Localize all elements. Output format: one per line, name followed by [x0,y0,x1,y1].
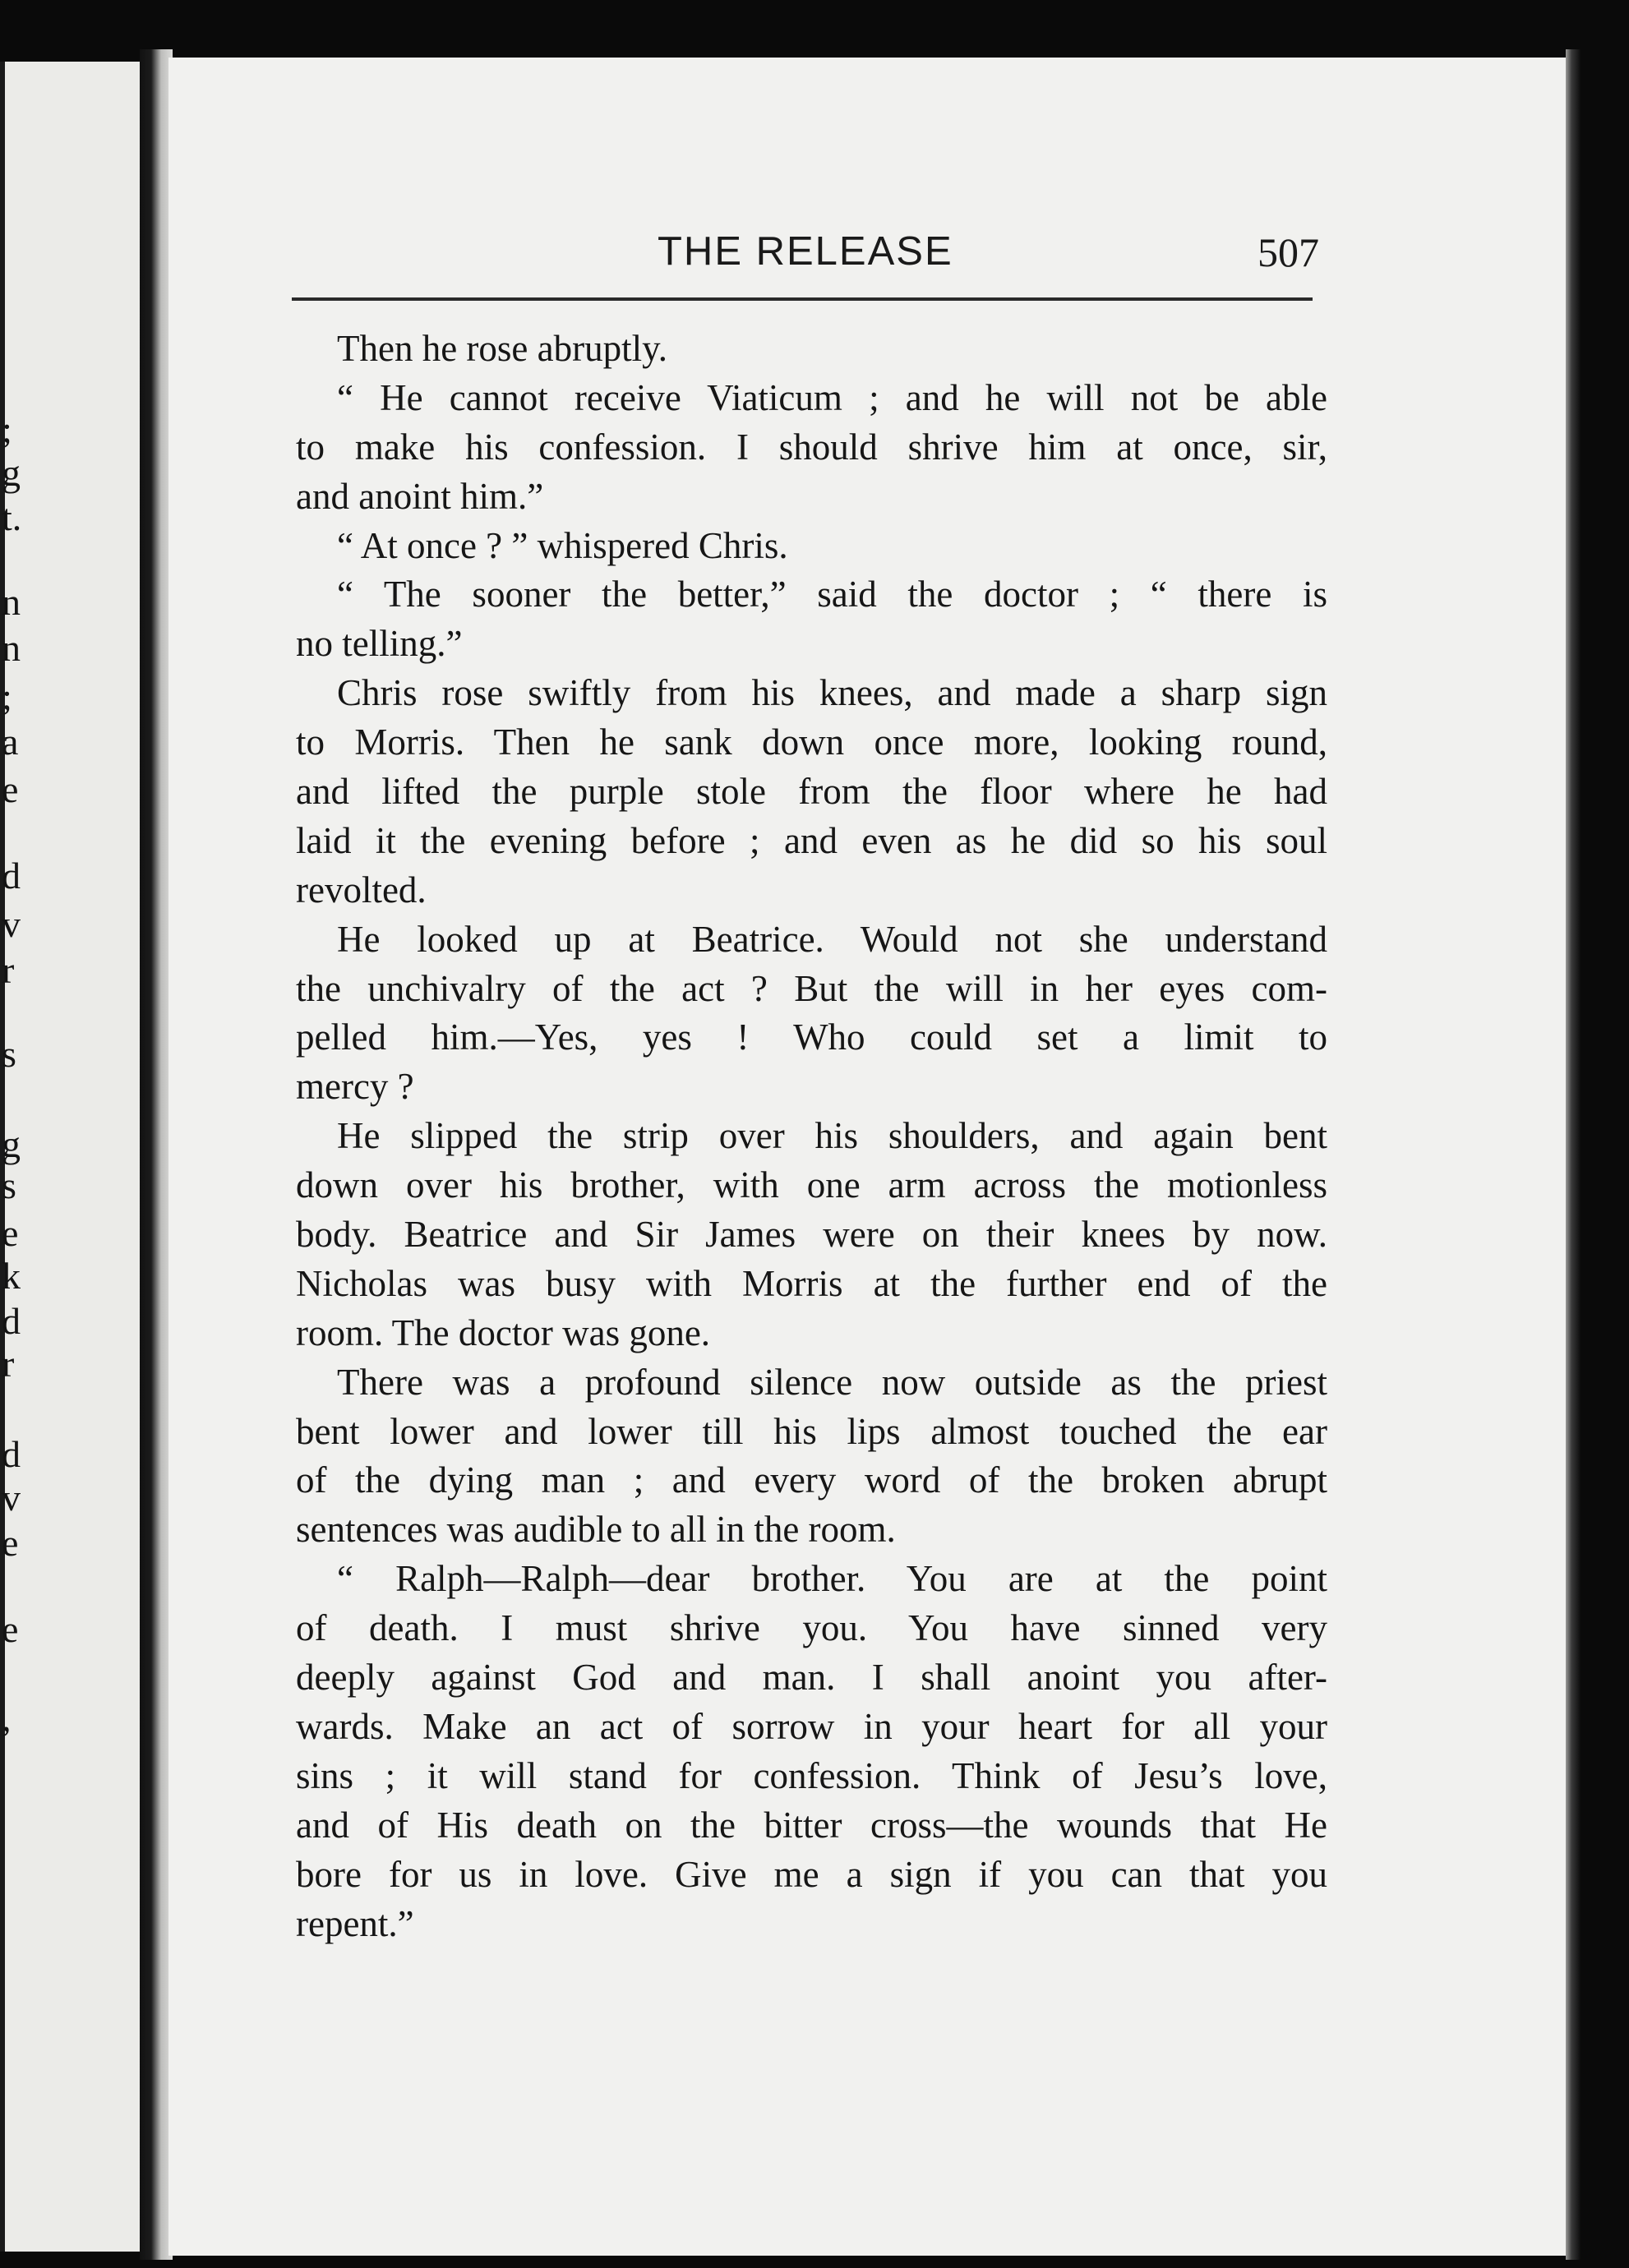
text-line: of the dying man ; and every word of the broken abrupt [296,1459,1327,1501]
text-line: wards. Make an act of sorrow in your heart for all your [296,1705,1327,1747]
text-line: room. The doctor was gone. [296,1311,711,1353]
body-text [296,325,1327,1948]
facing-page-fragment: g [2,1123,21,1165]
text-line: deeply against God and man. I shall anoint you after- [296,1657,1327,1699]
book-gutter [140,49,173,2260]
facing-page-fragment: s [2,1164,16,1206]
text-line: and anoint him.” [296,475,544,517]
facing-page-fragment: e [2,1608,19,1650]
facing-page-fragment: d [2,855,21,897]
facing-page-fragment: e [2,768,19,810]
text-line: to Morris. Then he sank down once more, looking round, [296,721,1327,763]
running-header [658,228,1319,278]
text-line: to make his confession. I should shrive him at once, sir, [296,426,1327,468]
facing-page-fragment: n [2,581,21,623]
text-line: mercy ? [296,1066,414,1108]
text-line: laid it the evening before ; and even as he did so his soul [296,819,1327,861]
facing-page-fragment: e [2,1212,19,1254]
facing-page-fragment: e [2,1522,19,1564]
facing-page-fragment: n [2,627,21,669]
running-title: THE RELEASE [658,229,953,274]
text-line: the unchivalry of the act ? But the will in her eyes com- [296,967,1327,1009]
facing-page-fragment: g [2,452,21,494]
text-line: There was a profound silence now outside as the priest [337,1361,1327,1403]
facing-page-fragment: r [2,1343,15,1385]
text-line: Nicholas was busy with Morris at the further end of the [296,1262,1327,1304]
header-rule [292,297,1313,301]
facing-page-fragment: t. [2,496,22,538]
text-line: “ The sooner the better,” said the doctor ; “ there is [337,574,1327,615]
text-line: repent.” [296,1902,414,1944]
text-line: Chris rose swiftly from his knees, and made a sharp sign [337,672,1327,714]
text-line: “ Ralph—Ralph—dear brother. You are at the point [337,1558,1327,1600]
text-line: of death. I must shrive you. You have sinned very [296,1607,1327,1649]
text-line: and lifted the purple stole from the floor where he had [296,771,1327,813]
text-line: pelled him.—Yes, yes ! Who could set a limit to [296,1016,1327,1058]
text-line: “ At once ? ” whispered Chris. [337,524,788,566]
facing-page-fragment: v [2,1477,21,1519]
facing-page-fragment: ; [2,408,12,450]
text-line: Then he rose abruptly. [337,328,667,369]
page-number: 507 [1258,229,1319,275]
text-line: revolted. [296,869,427,910]
facing-page-fragment: a [2,721,19,763]
facing-page-fragment: , [2,1697,12,1739]
facing-page-fragment: k [2,1255,21,1297]
left-page-text-fragments [0,62,33,2252]
facing-page-fragment: s [2,1033,16,1075]
text-line: sentences was audible to all in the room. [296,1509,896,1551]
text-line: no telling.” [296,623,463,665]
text-line: down over his brother, with one arm across the motionless [296,1164,1327,1206]
right-page-edge [1566,49,1581,2260]
facing-page-fragment: v [2,903,21,945]
text-line: “ He cannot receive Viaticum ; and he will not be able [337,376,1327,418]
text-line: bore for us in love. Give me a sign if you can that you [296,1853,1327,1895]
facing-page-fragment: d [2,1300,21,1342]
text-line: bent lower and lower till his lips almost touched the ear [296,1410,1327,1452]
text-line: and of His death on the bitter cross—the wounds that He [296,1804,1327,1846]
text-line: sins ; it will stand for confession. Think of Jesu’s love, [296,1754,1327,1796]
facing-page-fragment: ; [2,675,12,717]
left-page-edge [0,62,140,2252]
text-line: body. Beatrice and Sir James were on their knees by now. [296,1214,1327,1256]
facing-page-fragment: r [2,949,15,991]
facing-page-fragment: d [2,1433,21,1475]
text-line: He looked up at Beatrice. Would not she understand [337,918,1327,960]
text-line: He slipped the strip over his shoulders, and again bent [337,1115,1327,1157]
